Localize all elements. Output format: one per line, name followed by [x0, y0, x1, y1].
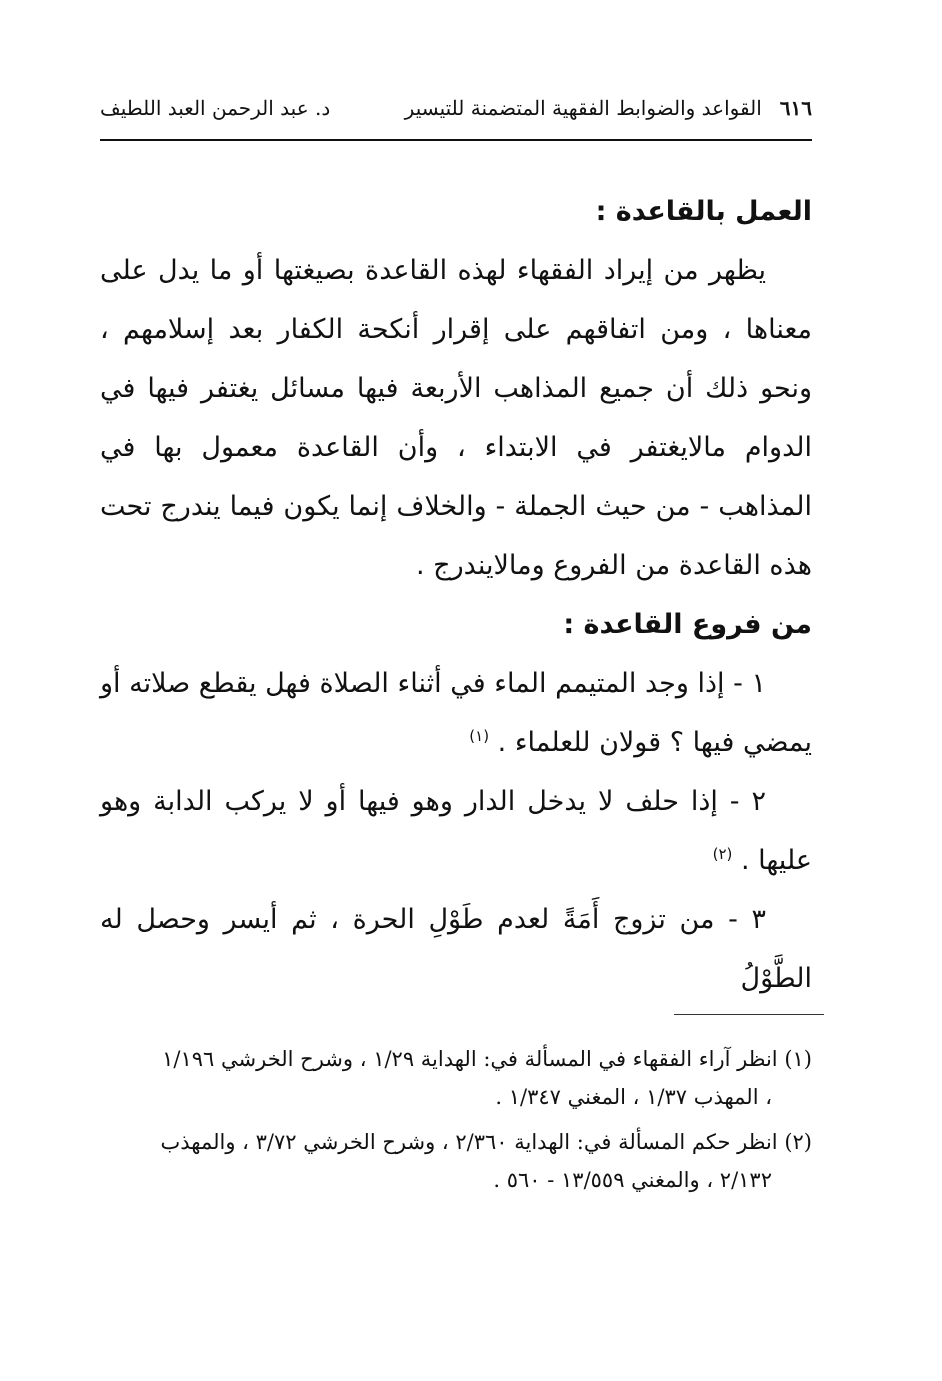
- branch-item-1: [100, 654, 812, 772]
- section-heading-application: العمل بالقاعدة :: [595, 196, 812, 227]
- header-divider: [100, 139, 812, 141]
- branch-item-text: ٢ - إذا حلف لا يدخل الدار وهو فيها أو لا يركب الدابة وهو عليها .: [100, 786, 812, 876]
- footnote-ref: (٢): [712, 845, 733, 863]
- author-name: د. عبد الرحمن العبد اللطيف: [100, 96, 331, 120]
- footnote-2: [100, 1123, 812, 1199]
- page-number: ٦١٦: [779, 96, 812, 120]
- footnotes: [100, 1040, 812, 1206]
- main-text: [100, 182, 812, 1008]
- book-title: القواعد والضوابط الفقهية المتضمنة للتيسير: [404, 96, 762, 120]
- footnote-line: (٢) انظر حكم المسألة في: الهداية ٢/٣٦٠ ، وشرح الخرشي ٣/٧٢ ، والمهذب: [160, 1130, 812, 1154]
- footnote-1: [100, 1040, 812, 1116]
- section-heading-branches: من فروع القاعدة :: [563, 609, 812, 640]
- branch-item-text: ٣ - من تزوج أَمَةً لعدم طَوْلِ الحرة ، ثم أيسر وحصل له الطَّوْلُ: [100, 904, 812, 994]
- page-header: [100, 88, 812, 128]
- footnote-line: (١) انظر آراء الفقهاء في المسألة في: الهداية ١/٢٩ ، وشرح الخرشي ١/١٩٦: [162, 1047, 812, 1071]
- branch-item-text: ١ - إذا وجد المتيمم الماء في أثناء الصلاة فهل يقطع صلاته أو يمضي فيها ؟ قولان للعلماء .: [100, 668, 812, 758]
- footnote-line: ٢/١٣٢ ، والمغني ١٣/٥٥٩ - ٥٦٠ .: [493, 1168, 772, 1192]
- footnote-line: ، المهذب ١/٣٧ ، المغني ١/٣٤٧ .: [495, 1085, 772, 1109]
- footnote-ref: (١): [469, 727, 490, 745]
- branch-item-2: [100, 772, 812, 890]
- branch-item-3: [100, 890, 812, 1008]
- footnote-divider: [674, 1014, 824, 1015]
- application-paragraph: يظهر من إيراد الفقهاء لهذه القاعدة بصيغتها أو ما يدل على معناها ، ومن اتفاقهم على إقرار أنكحة الكفار بعد إسلامهم ، ونحو ذلك أن جميع المذاهب الأربعة فيها مسائل يغتفر فيها في الدوام مالايغتفر في الابتداء ، وأن القاعدة معمول بها في المذاهب - من حيث الجملة - والخلاف إنما يكون فيما يندرج تحت هذه القاعدة من الفروع ومالايندرج .: [100, 255, 812, 581]
